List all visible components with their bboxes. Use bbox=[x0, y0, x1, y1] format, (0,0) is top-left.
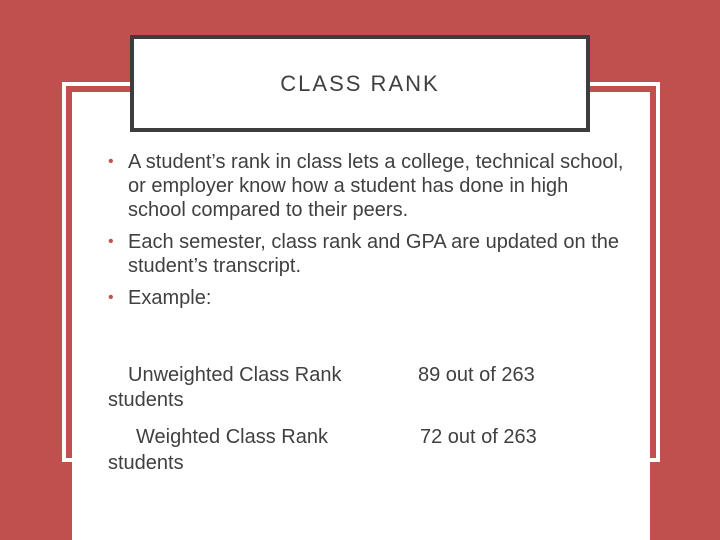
bullet-text: Example: bbox=[128, 287, 212, 309]
bullet-marker-icon: • bbox=[108, 153, 114, 170]
bullet-marker-icon: • bbox=[108, 233, 114, 250]
unweighted-rank-label: Unweighted Class Rank bbox=[128, 364, 342, 386]
weighted-rank-unit: students bbox=[108, 452, 184, 474]
weighted-rank-label: Weighted Class Rank bbox=[136, 426, 328, 448]
bullet-item bbox=[108, 286, 628, 310]
bullet-text: A student’s rank in class lets a college, technical school, or employer know how a student has done in high school compared to their peers. bbox=[128, 151, 624, 221]
bullet-marker-icon: • bbox=[108, 289, 114, 306]
title-box bbox=[130, 35, 590, 132]
bullet-item bbox=[108, 150, 628, 222]
bullet-item bbox=[108, 230, 628, 278]
bullet-list bbox=[108, 150, 628, 318]
unweighted-rank-value: 89 out of 263 bbox=[418, 364, 535, 386]
unweighted-rank-unit: students bbox=[108, 389, 184, 411]
slide-title: CLASS RANK bbox=[280, 71, 440, 96]
bullet-text: Each semester, class rank and GPA are updated on the student’s transcript. bbox=[128, 231, 620, 277]
weighted-rank-value: 72 out of 263 bbox=[420, 426, 537, 448]
